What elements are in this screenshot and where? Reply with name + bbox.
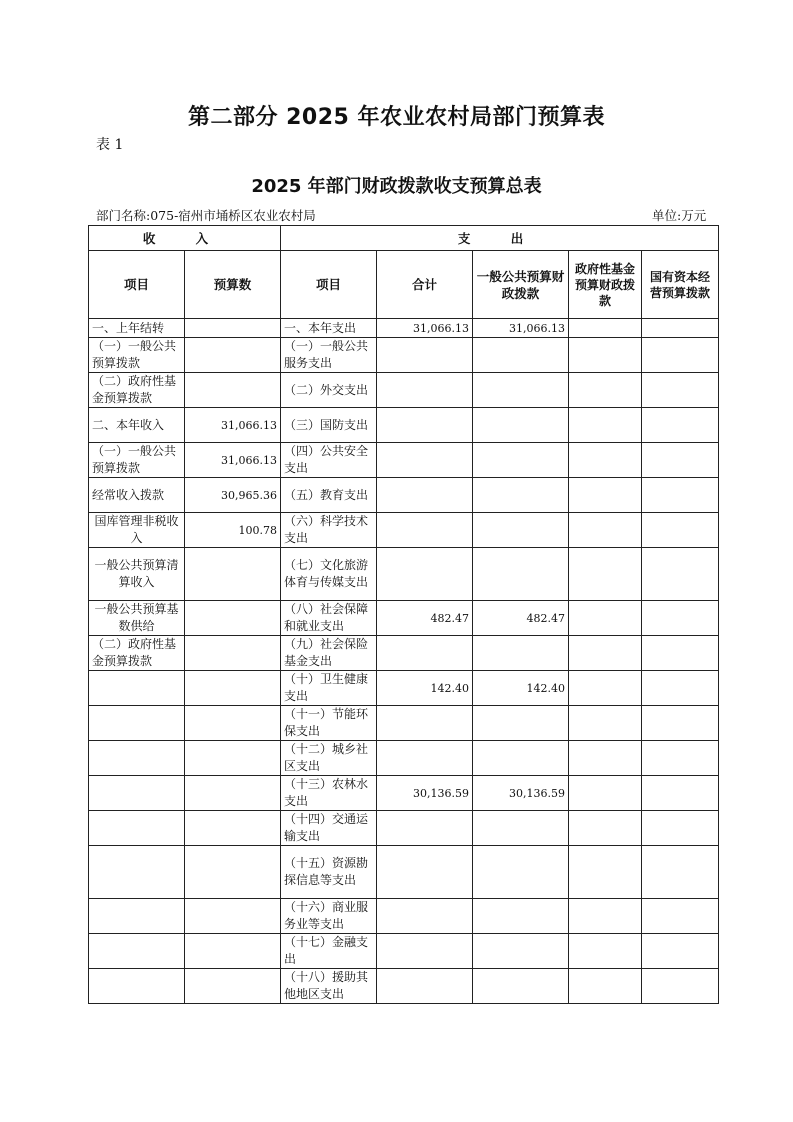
- capital-budget-cell: [642, 636, 719, 671]
- income-amount-cell: [185, 548, 281, 601]
- expense-item-cell: （十六）商业服务业等支出: [281, 899, 377, 934]
- table-row: [89, 601, 719, 636]
- expense-item-cell: （十二）城乡社区支出: [281, 741, 377, 776]
- income-amount-cell: [185, 671, 281, 706]
- table-row: [89, 776, 719, 811]
- expense-item-cell: （一）一般公共服务支出: [281, 338, 377, 373]
- income-amount-cell: 30,965.36: [185, 478, 281, 513]
- budget-table-body: [89, 319, 719, 1004]
- total-cell: [377, 706, 473, 741]
- expense-item-cell: （二）外交支出: [281, 373, 377, 408]
- total-cell: [377, 338, 473, 373]
- income-item-cell: （二）政府性基金预算拨款: [89, 636, 185, 671]
- general-budget-cell: [473, 478, 569, 513]
- general-budget-cell: [473, 934, 569, 969]
- total-cell: [377, 373, 473, 408]
- income-item-cell: 一般公共预算基数供给: [89, 601, 185, 636]
- income-amount-cell: [185, 776, 281, 811]
- general-budget-cell: [473, 338, 569, 373]
- income-amount-cell: 100.78: [185, 513, 281, 548]
- expense-item-cell: （十）卫生健康支出: [281, 671, 377, 706]
- table-row: [89, 899, 719, 934]
- fund-budget-cell: [569, 741, 642, 776]
- general-budget-cell: 30,136.59: [473, 776, 569, 811]
- expense-group-header: 支 出: [281, 226, 719, 251]
- capital-budget-cell: [642, 934, 719, 969]
- income-item-cell: 二、本年收入: [89, 408, 185, 443]
- table-title: 2025 年部门财政拨款收支预算总表: [251, 176, 542, 197]
- expense-item-cell: （十三）农林水支出: [281, 776, 377, 811]
- table-row: [89, 478, 719, 513]
- table-row: [89, 636, 719, 671]
- general-budget-cell: [473, 443, 569, 478]
- department-name: 部门名称:075-宿州市埇桥区农业农村局: [96, 208, 316, 223]
- income-amount-cell: [185, 706, 281, 741]
- expense-item-cell: （四）公共安全支出: [281, 443, 377, 478]
- total-cell: [377, 741, 473, 776]
- income-amount-cell: [185, 846, 281, 899]
- income-amount-cell: [185, 338, 281, 373]
- general-budget-cell: [473, 811, 569, 846]
- total-cell: [377, 899, 473, 934]
- fund-budget-cell: [569, 899, 642, 934]
- general-budget-cell: 482.47: [473, 601, 569, 636]
- table-row: [89, 846, 719, 899]
- total-cell: [377, 548, 473, 601]
- income-item-cell: 经常收入拨款: [89, 478, 185, 513]
- income-item-cell: [89, 969, 185, 1004]
- expense-item-cell: （九）社会保险基金支出: [281, 636, 377, 671]
- expense-item-cell: （十七）金融支出: [281, 934, 377, 969]
- expense-item-cell: 一、本年支出: [281, 319, 377, 338]
- capital-budget-cell: [642, 741, 719, 776]
- expense-item-cell: （十五）资源勘探信息等支出: [281, 846, 377, 899]
- income-item-cell: [89, 671, 185, 706]
- capital-budget-cell: [642, 478, 719, 513]
- income-item-cell: [89, 846, 185, 899]
- fund-budget-cell: [569, 776, 642, 811]
- table-row: [89, 338, 719, 373]
- total-cell: [377, 636, 473, 671]
- col-fund-budget: 政府性基金预算财政拨款: [569, 251, 642, 319]
- capital-budget-cell: [642, 319, 719, 338]
- fund-budget-cell: [569, 513, 642, 548]
- capital-budget-cell: [642, 601, 719, 636]
- total-cell: 31,066.13: [377, 319, 473, 338]
- income-amount-cell: [185, 811, 281, 846]
- capital-budget-cell: [642, 776, 719, 811]
- capital-budget-cell: [642, 969, 719, 1004]
- total-cell: 30,136.59: [377, 776, 473, 811]
- capital-budget-cell: [642, 338, 719, 373]
- fund-budget-cell: [569, 338, 642, 373]
- fund-budget-cell: [569, 408, 642, 443]
- table-row: [89, 548, 719, 601]
- general-budget-cell: [473, 706, 569, 741]
- expense-item-cell: （七）文化旅游体育与传媒支出: [281, 548, 377, 601]
- income-item-cell: [89, 899, 185, 934]
- fund-budget-cell: [569, 548, 642, 601]
- fund-budget-cell: [569, 319, 642, 338]
- fund-budget-cell: [569, 671, 642, 706]
- total-cell: [377, 513, 473, 548]
- income-item-cell: （一）一般公共预算拨款: [89, 338, 185, 373]
- table-row: [89, 811, 719, 846]
- expense-item-cell: （六）科学技术支出: [281, 513, 377, 548]
- general-budget-cell: [473, 636, 569, 671]
- income-amount-cell: 31,066.13: [185, 443, 281, 478]
- income-item-cell: [89, 741, 185, 776]
- table-row: [89, 319, 719, 338]
- income-amount-cell: [185, 969, 281, 1004]
- col-total: 合计: [377, 251, 473, 319]
- income-amount-cell: [185, 373, 281, 408]
- income-amount-cell: [185, 899, 281, 934]
- capital-budget-cell: [642, 513, 719, 548]
- income-group-header: 收 入: [89, 226, 281, 251]
- capital-budget-cell: [642, 811, 719, 846]
- table-row: [89, 513, 719, 548]
- total-cell: [377, 478, 473, 513]
- fund-budget-cell: [569, 969, 642, 1004]
- table-row: [89, 443, 719, 478]
- income-amount-cell: [185, 636, 281, 671]
- fund-budget-cell: [569, 443, 642, 478]
- col-general-budget: 一般公共预算财政拨款: [473, 251, 569, 319]
- fund-budget-cell: [569, 811, 642, 846]
- general-budget-cell: [473, 513, 569, 548]
- general-budget-cell: [473, 969, 569, 1004]
- capital-budget-cell: [642, 443, 719, 478]
- table-row: [89, 934, 719, 969]
- col-capital-budget: 国有资本经营预算拨款: [642, 251, 719, 319]
- fund-budget-cell: [569, 478, 642, 513]
- income-item-cell: 一般公共预算清算收入: [89, 548, 185, 601]
- income-item-cell: 一、上年结转: [89, 319, 185, 338]
- income-amount-cell: [185, 319, 281, 338]
- capital-budget-cell: [642, 373, 719, 408]
- table-row: [89, 741, 719, 776]
- total-cell: [377, 408, 473, 443]
- expense-item-cell: （八）社会保障和就业支出: [281, 601, 377, 636]
- general-budget-cell: [473, 741, 569, 776]
- general-budget-cell: 142.40: [473, 671, 569, 706]
- income-item-cell: 国库管理非税收入: [89, 513, 185, 548]
- total-cell: [377, 443, 473, 478]
- income-amount-cell: [185, 934, 281, 969]
- expense-item-cell: （三）国防支出: [281, 408, 377, 443]
- unit-label: 单位:万元: [652, 208, 707, 223]
- expense-item-cell: （十八）援助其他地区支出: [281, 969, 377, 1004]
- total-cell: 142.40: [377, 671, 473, 706]
- capital-budget-cell: [642, 408, 719, 443]
- expense-item-cell: （十一）节能环保支出: [281, 706, 377, 741]
- capital-budget-cell: [642, 548, 719, 601]
- table-row: [89, 969, 719, 1004]
- fund-budget-cell: [569, 373, 642, 408]
- income-item-cell: [89, 934, 185, 969]
- general-budget-cell: [473, 899, 569, 934]
- capital-budget-cell: [642, 846, 719, 899]
- table-row: [89, 373, 719, 408]
- table-row: [89, 671, 719, 706]
- total-cell: [377, 811, 473, 846]
- total-cell: 482.47: [377, 601, 473, 636]
- fund-budget-cell: [569, 706, 642, 741]
- income-item-cell: [89, 776, 185, 811]
- general-budget-cell: [473, 408, 569, 443]
- table-row: [89, 408, 719, 443]
- income-amount-cell: [185, 741, 281, 776]
- capital-budget-cell: [642, 706, 719, 741]
- capital-budget-cell: [642, 671, 719, 706]
- table-number: 表 1: [96, 137, 124, 153]
- total-cell: [377, 934, 473, 969]
- general-budget-cell: [473, 846, 569, 899]
- income-item-cell: （二）政府性基金预算拨款: [89, 373, 185, 408]
- total-cell: [377, 969, 473, 1004]
- fund-budget-cell: [569, 934, 642, 969]
- fund-budget-cell: [569, 601, 642, 636]
- page-title: 第二部分 2025 年农业农村局部门预算表: [187, 105, 606, 130]
- fund-budget-cell: [569, 846, 642, 899]
- general-budget-cell: [473, 548, 569, 601]
- expense-item-cell: （十四）交通运输支出: [281, 811, 377, 846]
- general-budget-cell: [473, 373, 569, 408]
- income-item-cell: （一）一般公共预算拨款: [89, 443, 185, 478]
- total-cell: [377, 846, 473, 899]
- fund-budget-cell: [569, 636, 642, 671]
- income-amount-cell: [185, 601, 281, 636]
- income-item-cell: [89, 706, 185, 741]
- budget-table: [88, 225, 719, 1004]
- capital-budget-cell: [642, 899, 719, 934]
- general-budget-cell: 31,066.13: [473, 319, 569, 338]
- expense-item-cell: （五）教育支出: [281, 478, 377, 513]
- table-row: [89, 706, 719, 741]
- income-amount-cell: 31,066.13: [185, 408, 281, 443]
- col-expense-item: 项目: [281, 251, 377, 319]
- income-item-cell: [89, 811, 185, 846]
- col-income-item: 项目: [89, 251, 185, 319]
- col-income-amount: 预算数: [185, 251, 281, 319]
